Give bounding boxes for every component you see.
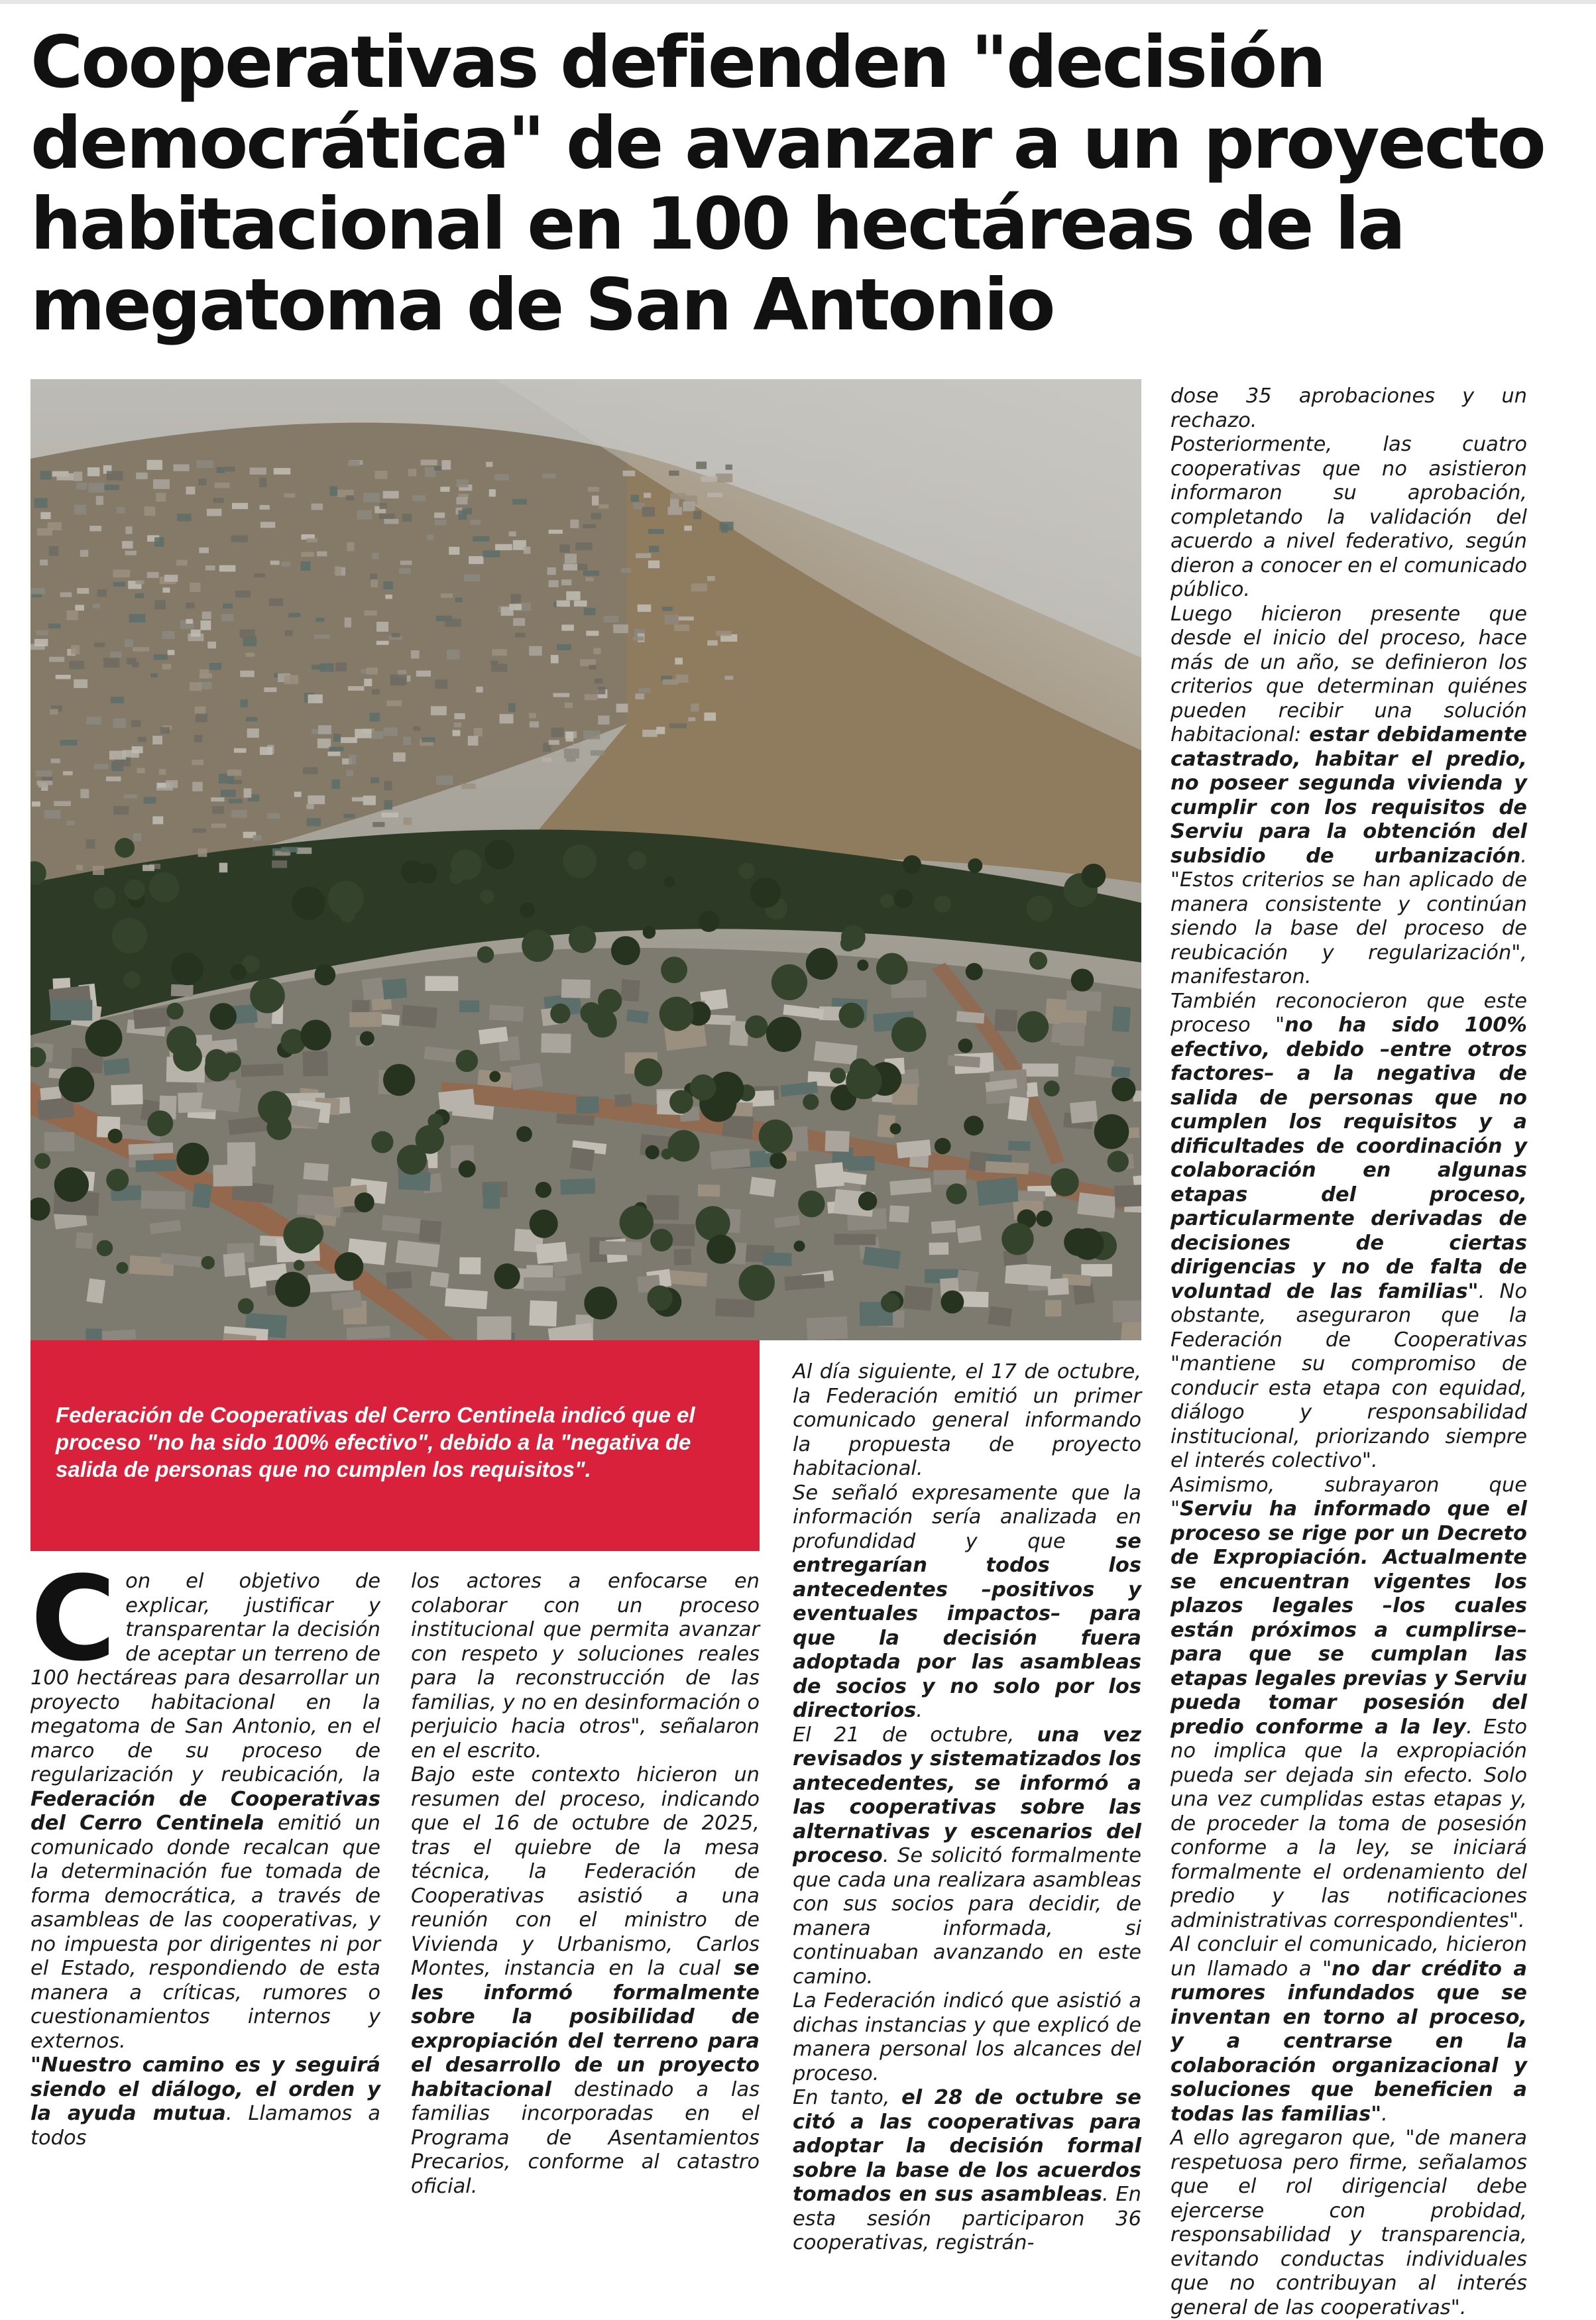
paragraph: [1170, 1933, 1527, 2126]
aerial-photo-icon: [30, 379, 1141, 1340]
drop-cap: C: [30, 1551, 117, 1687]
paragraph: [1170, 603, 1527, 990]
bold-run: estar debidamente catastrado, habitar el predio, no poseer segunda vivienda y cumplir con los requisitos de Serviu para la obtención del subsidio de urbanización: [1170, 723, 1528, 868]
photo-caption: Federación de Cooperativas del Cerro Centinela indicó que el proceso "no ha sido 100% efectivo", debido a la "negativa de salida de personas que no cumplen los requisitos".: [56, 1403, 695, 1481]
bold-run: no dar crédito a rumores infundados que se inventan en torno al proceso, y a centrarse en la colaboración organizacional y soluciones que beneficien a todas las familias": [1170, 1957, 1527, 2126]
paragraph: [793, 1723, 1141, 1990]
bold-run: se les informó formalmente sobre la posibilidad de expropiación del terreno para el desarrollo de un proyecto habitacional: [411, 1957, 760, 2101]
paragraph: [793, 1481, 1141, 1723]
text-run: Bajo este contexto hicieron un resumen del proceso, indicando que el 16 de octubre de 2025, tras el quiebre de la mesa técnica, la Federación de Cooperativas asistió a una reunión con el ministro de Vivienda y Urbanismo, Carlos Montes, instancia en la cual: [411, 1763, 760, 1980]
text-run: on el objetivo de explicar, justificar y transparentar la decisión de aceptar un terreno de 100 hectáreas para desarrollar un proyecto habitacional en la megatoma de San Antonio, en el marco de su proceso de regularización y reubicación, la: [30, 1570, 380, 1786]
top-rule: [0, 0, 1596, 4]
text-run: Luego hicieron presente que desde el inicio del proceso, hace más de un año, se definieron los criterios que determinan quiénes pueden recibir una solución habitacional:: [1170, 602, 1527, 746]
paragraph: Al día siguiente, el 17 de octubre, la Federación emitió un primer comunicado general informando la propuesta de proyecto habitacional.: [793, 1360, 1141, 1480]
paragraph: [30, 1551, 380, 2054]
text-run: .: [916, 1699, 923, 1722]
text-run: El 21 de octubre,: [793, 1723, 1037, 1747]
text-run: . Llamamos a todos: [30, 2102, 380, 2150]
text-run: Al concluir el comunicado, hicieron un llamado a ": [1170, 1933, 1527, 1981]
text-run: destinado a las familias incorporadas en el Programa de Asentamientos Precarios, conforme al catastro oficial.: [411, 2077, 760, 2198]
text-run: . Se solicitó formalmente que cada una realizara asambleas con sus socios para decidir, de manera informada, si continuaban avanzando en este camino.: [793, 1844, 1141, 1989]
paragraph: dose 35 aprobaciones y un rechazo.: [1170, 384, 1527, 432]
bold-run: Serviu ha informado que el proceso se rige por un Decreto de Expropiación. Actualmente se encuentran vigentes los plazos legales –los cuales están próximos a cumplirse– para que se cumplan las etapas legales previas y Serviu pueda tomar posesión del predio conforme a la ley: [1170, 1497, 1527, 1739]
article-column-1: [30, 1551, 380, 2150]
paragraph: [411, 1763, 760, 2199]
bold-run: el 28 de octubre se citó a las cooperativas para adoptar la decisión formal sobre la base de los acuerdos tomados en sus asambleas: [793, 2086, 1141, 2206]
paragraph: [793, 2086, 1141, 2256]
bold-run: no ha sido 100% efectivo, debido –entre otros factores– a la negativa de salida de personas que no cumplen los requisitos y a dificultades de coordinación y colaboración en algunas etapas del proceso, particularmente derivadas de decisiones de ciertas dirigencias y no de falta de voluntad de las familias": [1170, 1014, 1527, 1303]
bold-run: "Nuestro camino es y seguirá siendo el diálogo, el orden y la ayuda mutua: [30, 2054, 380, 2125]
paragraph: [1170, 990, 1527, 1474]
paragraph: A ello agregaron que, "de manera respetuosa pero firme, señalamos que el rol dirigencial debe ejercerse con probidad, responsabilidad y transparencia, evitando conductas individuales que no contribuyan al interés general de las cooperativas".: [1170, 2126, 1527, 2319]
aerial-photo: [30, 379, 1141, 1340]
text-run: . No obstante, aseguraron que la Federación de Cooperativas "mantiene su compromiso de conducir esta etapa con equidad, diálogo y responsabilidad institucional, priorizando siempre el interés colectivo".: [1170, 1279, 1527, 1472]
bold-run: se entregarían todos los antecedentes –positivos y eventuales impactos– para que la decisión fuera adoptada por las asambleas de socios y no solo por los directorios: [793, 1529, 1141, 1722]
article-column-3: [793, 1360, 1141, 2256]
text-run: Asimismo, subrayaron que ": [1170, 1473, 1527, 1521]
text-run: Se señaló expresamente que la información sería analizada en profundidad y que: [793, 1481, 1141, 1553]
text-run: . En esta sesión participaron 36 cooperativas, registrán-: [793, 2183, 1141, 2254]
text-run: También reconocieron que este proceso ": [1170, 989, 1527, 1037]
paragraph: [1170, 1474, 1527, 1934]
photo-caption-box: [30, 1340, 760, 1551]
paragraph: Posteriormente, las cuatro cooperativas que no asistieron informaron su aprobación, completando la validación del acuerdo a nivel federativo, según dieron a conocer en el comunicado público.: [1170, 433, 1527, 601]
paragraph: los actores a enfocarse en colaborar con un proceso institucional que permita avanzar con respeto y soluciones reales para la reconstrucción de las familias, y no en desinformación o perjuicio hacia otros", señalaron en el escrito.: [411, 1570, 760, 1763]
text-run: .: [1381, 2102, 1388, 2126]
text-run: . "Estos criterios se han aplicado de manera consistente y continúan siendo la base del proceso de reubicación y regularización", manifestaron.: [1170, 844, 1527, 988]
text-run: . Esto no implica que la expropiación pueda ser dejada sin efecto. Solo una vez cumplidas estas etapas y, de proceder la toma de posesión conforme a la ley, se iniciará formalmente el ordenamiento del predio y las notificaciones administrativas correspondientes".: [1170, 1715, 1527, 1932]
paragraph: [30, 2054, 380, 2150]
bold-run: Federación de Cooperativas del Cerro Centinela: [30, 1787, 380, 1835]
article-headline: Cooperativas defienden "decisión democrática" de avanzar a un proyecto habitacional en 100 hectáreas de la megatoma de San Antonio: [30, 21, 1544, 347]
paragraph: La Federación indicó que asistió a dichas instancias y que explicó de manera personal los alcances del proceso.: [793, 1989, 1141, 2085]
article-column-4: [1170, 384, 1527, 2320]
text-run: emitió un comunicado donde recalcan que la determinación fue tomada de forma democrática, a través de asambleas de las cooperativas, y no impuesta por dirigentes ni por el Estado, respondiendo de esta manera a críticas, rumores o cuestionamientos internos y externos.: [30, 1812, 380, 2053]
bold-run: una vez revisados y sistematizados los antecedentes, se informó a las cooperativas sobre las alternativas y escenarios del proceso: [793, 1723, 1141, 1867]
text-run: En tanto,: [793, 2086, 902, 2109]
article-column-2: [411, 1570, 760, 2199]
